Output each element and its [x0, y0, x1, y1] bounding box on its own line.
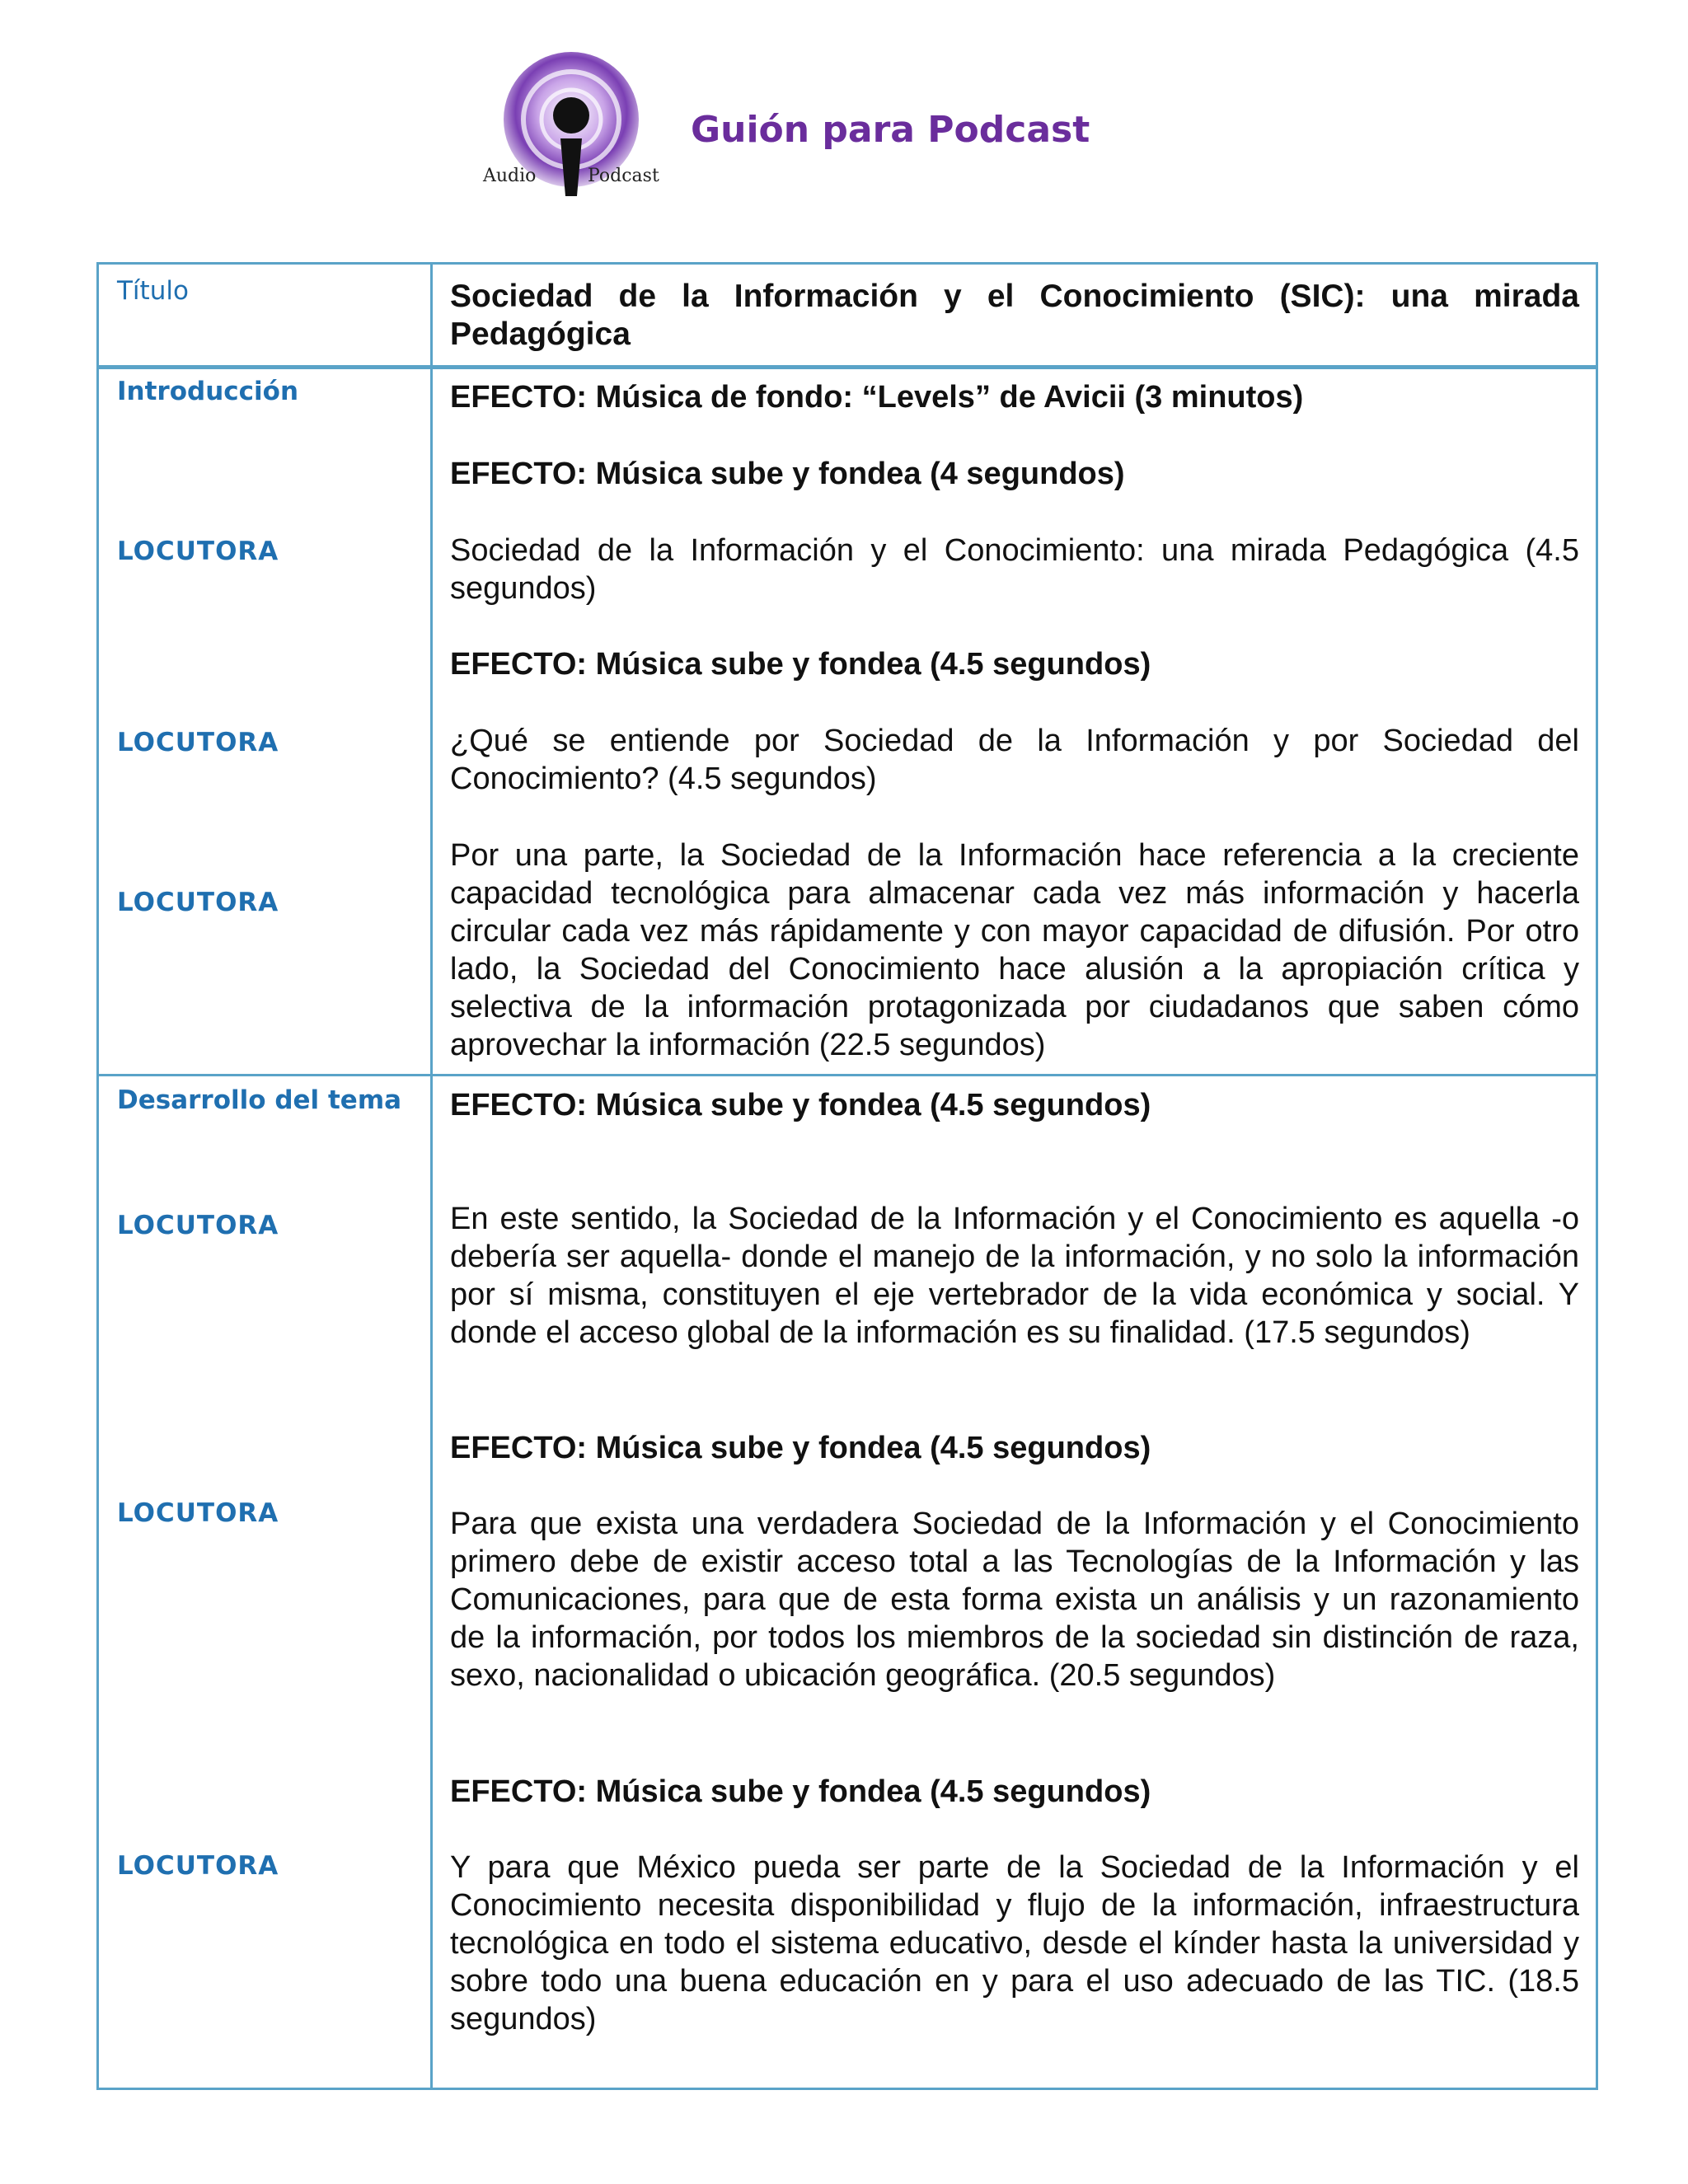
develop-effect-3: EFECTO: Música sube y fondea (4.5 segundos) [450, 1774, 1151, 1809]
speaker-label: LOCUTORA [117, 728, 279, 757]
develop-label: Desarrollo del tema [117, 1085, 402, 1115]
column-divider [430, 265, 433, 2088]
develop-paragraph-1: En este sentido, la Sociedad de la Información y el Conocimiento es aquella -o debería ser aquella- donde el manejo de la información, y no solo la información por sí misma, constituyen el eje vertebrador de la vida económica y social. Y donde el acceso global de la información es su finalidad. (17.5 segundos) [450, 1202, 1579, 1350]
podcast-title: Sociedad de la Información y el Conocimiento (SIC): una mirada Pedagógica [450, 279, 1579, 352]
intro-label: Introducción [117, 377, 299, 406]
speaker-label: LOCUTORA [117, 1211, 279, 1240]
speaker-label: LOCUTORA [117, 888, 279, 917]
speaker-label: LOCUTORA [117, 1498, 279, 1528]
svg-text:Audio: Audio [483, 166, 537, 186]
title-label: Título [117, 276, 189, 306]
intro-effect-3: EFECTO: Música sube y fondea (4.5 segundos) [450, 647, 1151, 682]
svg-text:Podcast: Podcast [588, 166, 659, 186]
intro-effect-2: EFECTO: Música sube y fondea (4 segundos) [450, 457, 1125, 491]
intro-paragraph-2: ¿Qué se entiende por Sociedad de la Información y por Sociedad del Conocimiento? (4.5 segundos) [450, 724, 1579, 796]
intro-paragraph-1: Sociedad de la Información y el Conocimiento: una mirada Pedagógica (4.5 segundos) [450, 533, 1579, 606]
page-title: Guión para Podcast [691, 109, 1090, 151]
develop-effect-2: EFECTO: Música sube y fondea (4.5 segundos) [450, 1431, 1151, 1465]
develop-paragraph-3: Y para que México pueda ser parte de la Sociedad de la Información y el Conocimiento necesita disponibilidad y flujo de la información, infraestructura tecnológica en todo el sistema educativo, desde el kínder hasta la universidad y sobre todo una buena educación en y para el uso adecuado de las TIC. (18.5 segundos) [450, 1850, 1579, 2036]
row-divider [99, 1074, 1596, 1076]
intro-effect-1: EFECTO: Música de fondo: “Levels” de Avicii (3 minutos) [450, 380, 1304, 415]
develop-effect-1: EFECTO: Música sube y fondea (4.5 segundos) [450, 1088, 1151, 1122]
script-table [96, 262, 1598, 2090]
speaker-label: LOCUTORA [117, 537, 279, 566]
intro-paragraph-3: Por una parte, la Sociedad de la Información hace referencia a la creciente capacidad tecnológica para almacenar cada vez más información y hacerla circular cada vez más rápidamente y con mayor capacidad de difusión. Por otro lado, la Sociedad del Conocimiento hace alusión a la apropiación crítica y selectiva de la información protagonizada por ciudadanos que saben cómo aprovechar la información (22.5 segundos) [450, 838, 1579, 1062]
podcast-logo [476, 49, 666, 214]
page-header [0, 0, 1688, 247]
develop-paragraph-2: Para que exista una verdadera Sociedad de la Información y el Conocimiento primero debe de existir acceso total a las Tecnologías de la Información y las Comunicaciones, para que de esta forma exista un análisis y un razonamiento de la información, por todos los miembros de la sociedad sin distinción de raza, sexo, nacionalidad o ubicación geográfica. (20.5 segundos) [450, 1507, 1579, 1693]
row-divider [99, 365, 1596, 369]
speaker-label: LOCUTORA [117, 1851, 279, 1881]
